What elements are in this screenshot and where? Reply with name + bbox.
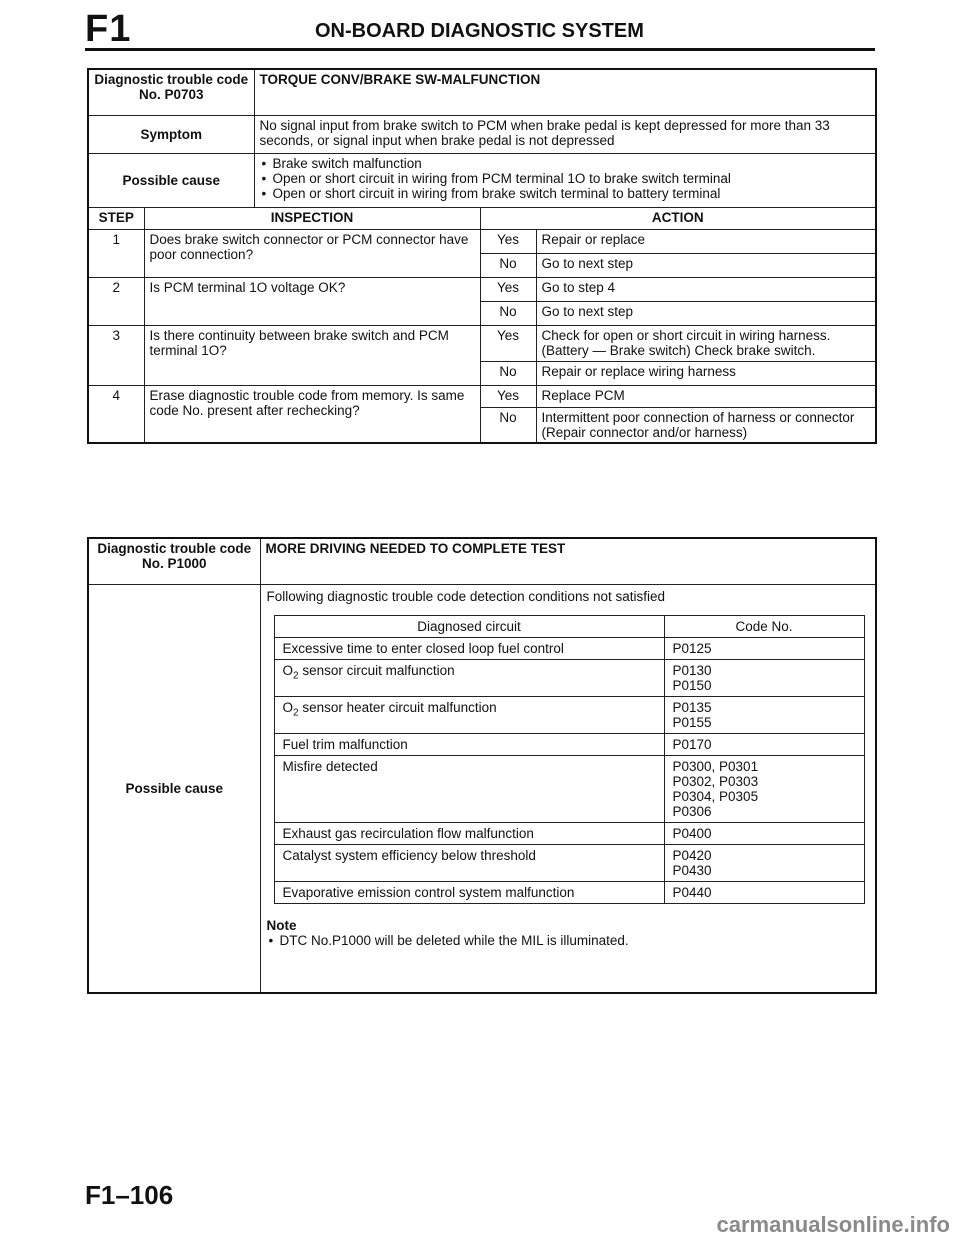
circuit-name: Fuel trim malfunction [274, 733, 664, 755]
code-cell [664, 637, 864, 659]
table-row [274, 696, 864, 733]
inspection-header: INSPECTION [144, 207, 480, 229]
circuit-name: $O_2$ sensor circuit malfunction [274, 659, 664, 696]
dtc-p1000-table [87, 537, 877, 994]
yes-action: Replace PCM [536, 385, 876, 407]
no-action: Repair or replace wiring harness [536, 361, 876, 385]
code-value: P0304, P0305 [672, 788, 759, 804]
symptom-text: No signal input from brake switch to PCM when brake pedal is kept depressed for more than 33 seconds, or signal input when brake pedal is not depressed [254, 115, 876, 153]
note-block [267, 918, 870, 948]
code-cell [664, 659, 864, 696]
diagnosed-circuit-table [274, 615, 865, 904]
table-row [274, 637, 864, 659]
yes-label: Yes [480, 229, 536, 253]
conditions-intro: Following diagnostic trouble code detection conditions not satisfied [266, 588, 665, 604]
yes-action: Go to step 4 [536, 277, 876, 301]
action-header: ACTION [480, 207, 876, 229]
step-number: 3 [88, 325, 144, 385]
step-header: STEP [88, 207, 144, 229]
code-value: P0150 [672, 677, 712, 693]
dtc-p0703-table [87, 68, 877, 444]
cause-item: • Open or short circuit in wiring from brake switch terminal to battery terminal [260, 186, 871, 201]
no-action: Intermittent poor connection of harness or connector (Repair connector and/or harness) [536, 407, 876, 443]
circuit-name: Exhaust gas recirculation flow malfunction [274, 822, 664, 844]
code-value: P0420 [672, 847, 712, 863]
step-number: 2 [88, 277, 144, 325]
circuit-name: Misfire detected [274, 755, 664, 822]
code-header: Code No. [664, 615, 864, 637]
no-label: No [480, 301, 536, 325]
circuit-name: $O_2$ sensor heater circuit malfunction [274, 696, 664, 733]
cause-item: • Open or short circuit in wiring from PCM terminal 1O to brake switch terminal [260, 171, 871, 186]
no-label: No [480, 361, 536, 385]
step-inspection: Is there continuity between brake switch and PCM terminal 1O? [144, 325, 480, 385]
possible-cause-content [260, 584, 876, 993]
code-value: P0440 [672, 884, 712, 900]
possible-cause-list [254, 153, 876, 207]
code-value: P0125 [672, 640, 712, 656]
dtc-label: Diagnostic trouble code No. P0703 [88, 69, 254, 115]
code-cell [664, 755, 864, 822]
no-label: No [480, 253, 536, 277]
code-cell [664, 696, 864, 733]
possible-cause-label: Possible cause [88, 584, 260, 993]
step-inspection: Is PCM terminal 1O voltage OK? [144, 277, 480, 325]
table-row [274, 881, 864, 903]
circuit-name: Catalyst system efficiency below threshold [274, 844, 664, 881]
code-value: P0170 [672, 736, 712, 752]
page-header [85, 8, 875, 51]
code-value: P0155 [672, 714, 712, 730]
note-title: Note [266, 917, 297, 933]
no-action: Go to next step [536, 301, 876, 325]
table-row [274, 822, 864, 844]
table-row [274, 733, 864, 755]
code-cell [664, 881, 864, 903]
step-number: 1 [88, 229, 144, 277]
circuit-name: Evaporative emission control system malfunction [274, 881, 664, 903]
page-title: ON-BOARD DIAGNOSTIC SYSTEM [315, 20, 644, 42]
yes-action: Repair or replace [536, 229, 876, 253]
symptom-label: Symptom [88, 115, 254, 153]
yes-label: Yes [480, 277, 536, 301]
no-label: No [480, 407, 536, 443]
code-cell [664, 733, 864, 755]
code-value: P0302, P0303 [672, 773, 759, 789]
code-cell [664, 822, 864, 844]
section-code: F1 [85, 8, 132, 50]
watermark: carmanualsonline.info [716, 1212, 950, 1237]
page-number: F1–106 [85, 1180, 174, 1210]
no-action: Go to next step [536, 253, 876, 277]
table-row [274, 844, 864, 881]
dtc-title: TORQUE CONV/BRAKE SW-MALFUNCTION [254, 69, 876, 115]
yes-label: Yes [480, 385, 536, 407]
code-value: P0130 [672, 662, 712, 678]
table-row [274, 755, 864, 822]
note-item: • DTC No.P1000 will be deleted while the MIL is illuminated. [267, 933, 870, 948]
dtc-title: MORE DRIVING NEEDED TO COMPLETE TEST [260, 538, 876, 584]
code-value: P0300, P0301 [672, 758, 759, 774]
code-cell [664, 844, 864, 881]
code-value: P0400 [672, 825, 712, 841]
yes-label: Yes [480, 325, 536, 361]
yes-action: Check for open or short circuit in wiring harness. (Battery — Brake switch) Check brake switch. [536, 325, 876, 361]
step-number: 4 [88, 385, 144, 443]
dtc-label: Diagnostic trouble code No. P1000 [88, 538, 260, 584]
step-inspection: Erase diagnostic trouble code from memory. Is same code No. present after rechecking? [144, 385, 480, 443]
step-inspection: Does brake switch connector or PCM connector have poor connection? [144, 229, 480, 277]
code-value: P0135 [672, 699, 712, 715]
possible-cause-label: Possible cause [88, 153, 254, 207]
table-row [274, 659, 864, 696]
code-value: P0430 [672, 862, 712, 878]
cause-item: • Brake switch malfunction [260, 156, 871, 171]
code-value: P0306 [672, 803, 712, 819]
circuit-header: Diagnosed circuit [274, 615, 664, 637]
circuit-name: Excessive time to enter closed loop fuel control [274, 637, 664, 659]
